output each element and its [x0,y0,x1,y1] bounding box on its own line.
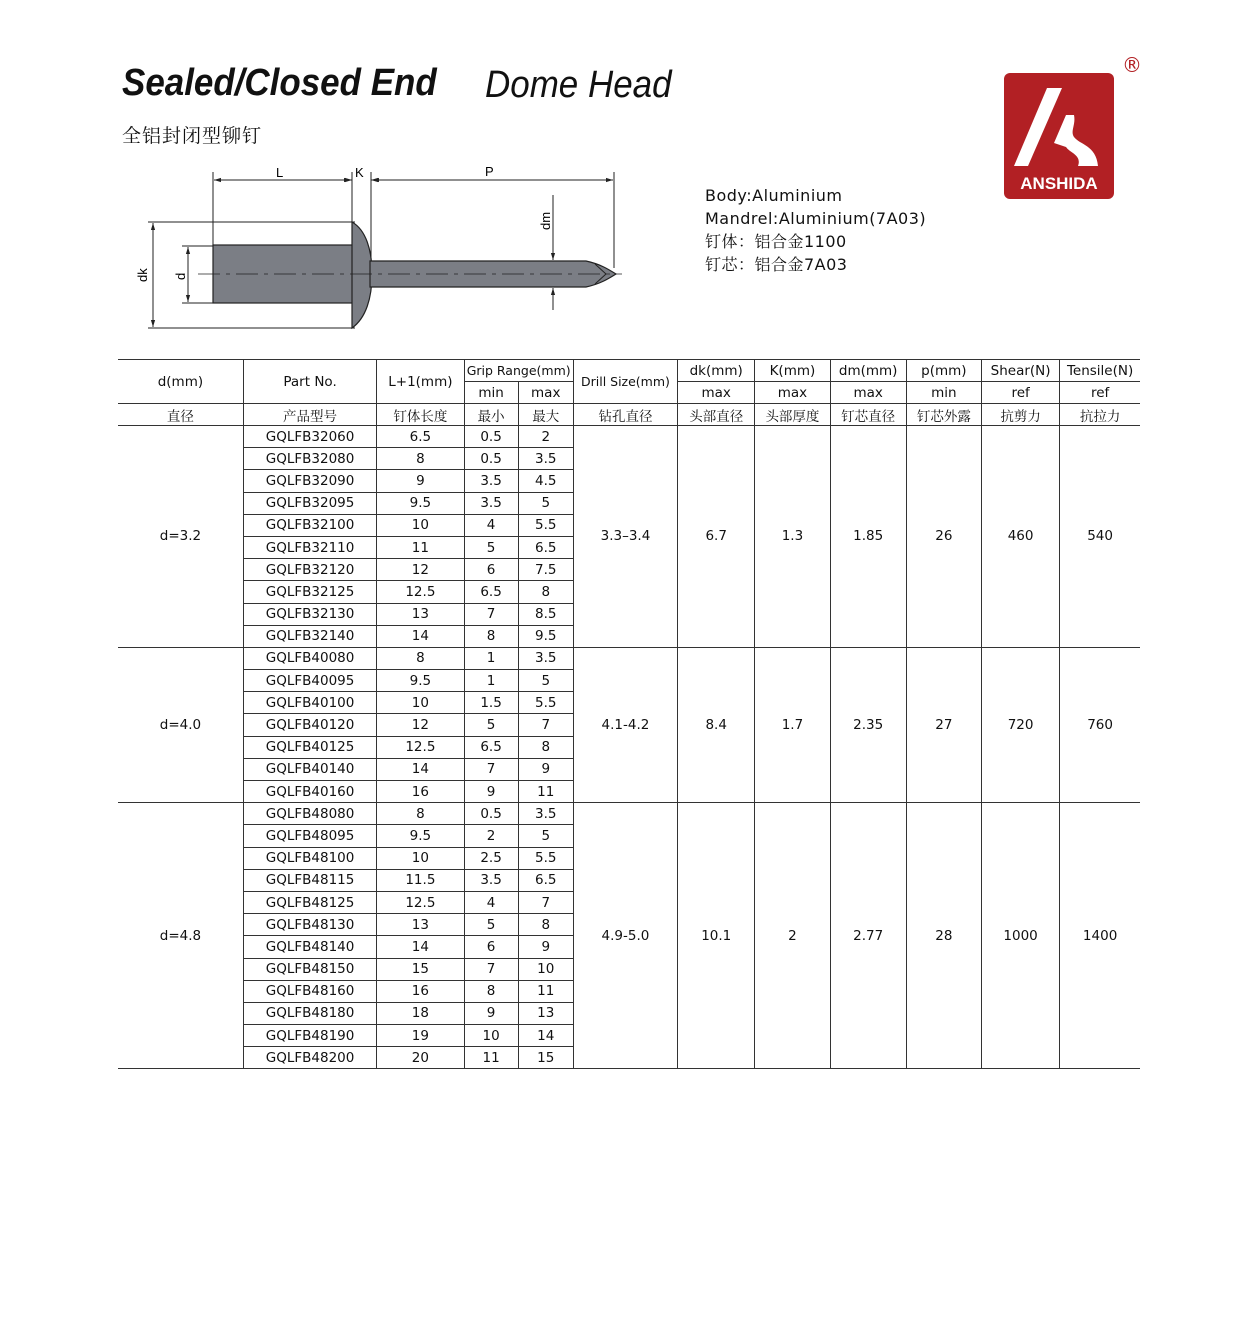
cell-grip-max: 5 [518,492,573,514]
header-cn-p: 钉芯外露 [906,404,981,426]
cell-length: 13 [377,603,464,625]
header-grip-max: max [518,382,573,404]
cell-length: 16 [377,781,464,803]
header-p: p(mm) [906,360,981,382]
header-shear-sub: ref [981,382,1059,404]
cell-grip-max: 5.5 [518,514,573,536]
cell-tensile: 1400 [1060,803,1140,1069]
header-cn-k: 头部厚度 [755,404,830,426]
header-dm: dm(mm) [830,360,906,382]
cell-grip-max: 7 [518,714,573,736]
cell-grip-max: 8 [518,581,573,603]
cell-part-no: GQLFB48080 [243,803,376,825]
cell-grip-min: 7 [464,958,518,980]
cell-grip-min: 0.5 [464,803,518,825]
cell-grip-max: 8 [518,736,573,758]
header-grip-min: min [464,382,518,404]
cell-part-no: GQLFB32130 [243,603,376,625]
header-p-sub: min [906,382,981,404]
cell-grip-min: 6 [464,936,518,958]
anshida-logo [1004,73,1114,199]
cell-grip-min: 11 [464,1047,518,1069]
rivet-diagram [130,160,630,340]
dim-label-p: P [485,164,494,179]
header-cn-part: 产品型号 [243,404,376,426]
cell-k: 1.3 [755,426,830,648]
cell-part-no: GQLFB32125 [243,581,376,603]
cell-length: 8 [377,803,464,825]
cell-length: 11.5 [377,869,464,891]
cell-grip-max: 15 [518,1047,573,1069]
cell-grip-max: 6.5 [518,536,573,558]
cell-drill: 4.1-4.2 [573,647,677,802]
cell-grip-max: 3.5 [518,448,573,470]
cell-part-no: GQLFB40120 [243,714,376,736]
cell-grip-min: 0.5 [464,426,518,448]
cell-grip-min: 4 [464,514,518,536]
cell-grip-max: 5.5 [518,847,573,869]
svg-text:ANSHIDA: ANSHIDA [1020,174,1098,193]
cell-length: 15 [377,958,464,980]
cell-part-no: GQLFB40095 [243,670,376,692]
cell-grip-min: 6 [464,559,518,581]
cell-part-no: GQLFB48100 [243,847,376,869]
cell-grip-max: 4.5 [518,470,573,492]
cell-dk: 10.1 [678,803,755,1069]
cell-grip-min: 7 [464,603,518,625]
header-cn-drill: 钻孔直径 [573,404,677,426]
header-drill: Drill Size(mm) [573,360,677,404]
cell-k: 1.7 [755,647,830,802]
cell-part-no: GQLFB48140 [243,936,376,958]
cell-length: 10 [377,847,464,869]
dim-label-dk: dk [135,268,150,282]
spec-table [118,359,1140,1069]
header-cn-tensile: 抗拉力 [1060,404,1140,426]
cell-length: 9 [377,470,464,492]
cell-grip-max: 8 [518,914,573,936]
cell-length: 10 [377,514,464,536]
header-d: d(mm) [118,360,243,404]
cell-part-no: GQLFB32120 [243,559,376,581]
cell-grip-max: 5 [518,825,573,847]
cell-shear: 720 [981,647,1059,802]
cell-grip-max: 2 [518,426,573,448]
cell-part-no: GQLFB40080 [243,647,376,669]
cell-grip-max: 5 [518,670,573,692]
header-cn-l: 钉体长度 [377,404,464,426]
cell-part-no: GQLFB32100 [243,514,376,536]
cell-length: 14 [377,758,464,780]
cell-length: 14 [377,625,464,647]
cell-grip-max: 7 [518,891,573,913]
cell-length: 12 [377,714,464,736]
cell-length: 8 [377,448,464,470]
cell-grip-max: 6.5 [518,869,573,891]
cell-grip-max: 14 [518,1025,573,1047]
cell-length: 19 [377,1025,464,1047]
cell-grip-min: 1 [464,670,518,692]
cell-grip-min: 0.5 [464,448,518,470]
cell-shear: 460 [981,426,1059,648]
material-body-en: Body:Aluminium [705,186,843,205]
table-row [118,803,1140,825]
header-cn-dk: 头部直径 [678,404,755,426]
cell-length: 9.5 [377,825,464,847]
cell-grip-max: 5.5 [518,692,573,714]
cell-grip-min: 5 [464,536,518,558]
cell-part-no: GQLFB32090 [243,470,376,492]
cell-part-no: GQLFB32140 [243,625,376,647]
cell-length: 13 [377,914,464,936]
cell-part-no: GQLFB48160 [243,980,376,1002]
cell-dm: 2.77 [830,803,906,1069]
header-cn-max: 最大 [518,404,573,426]
cell-grip-max: 9.5 [518,625,573,647]
material-mandrel-cn: 钉芯：铝合金7A03 [705,255,848,274]
cell-part-no: GQLFB32060 [243,426,376,448]
cell-length: 6.5 [377,426,464,448]
cell-part-no: GQLFB40100 [243,692,376,714]
page-title: Sealed/Closed End [122,62,437,104]
cell-shear: 1000 [981,803,1059,1069]
cell-part-no: GQLFB48125 [243,891,376,913]
cell-grip-min: 7 [464,758,518,780]
cell-part-no: GQLFB32080 [243,448,376,470]
cell-part-no: GQLFB48115 [243,869,376,891]
cell-grip-min: 10 [464,1025,518,1047]
cell-k: 2 [755,803,830,1069]
header-part: Part No. [243,360,376,404]
dim-label-d: d [173,272,188,280]
cell-grip-min: 8 [464,625,518,647]
cell-drill: 4.9-5.0 [573,803,677,1069]
cell-p: 27 [906,647,981,802]
cell-part-no: GQLFB40160 [243,781,376,803]
cell-part-no: GQLFB48190 [243,1025,376,1047]
cell-length: 12 [377,559,464,581]
cell-dk: 8.4 [678,647,755,802]
cell-length: 12.5 [377,581,464,603]
header-l: L+1(mm) [377,360,464,404]
header-tensile-sub: ref [1060,382,1140,404]
cell-grip-max: 11 [518,781,573,803]
cell-p: 28 [906,803,981,1069]
cell-part-no: GQLFB48095 [243,825,376,847]
cell-length: 11 [377,536,464,558]
material-mandrel-en: Mandrel:Aluminium(7A03) [705,209,927,228]
cell-grip-max: 11 [518,980,573,1002]
cell-grip-min: 6.5 [464,736,518,758]
cell-grip-max: 7.5 [518,559,573,581]
header-dk: dk(mm) [678,360,755,382]
table-row [118,647,1140,669]
header-cn-shear: 抗剪力 [981,404,1059,426]
cell-grip-min: 9 [464,781,518,803]
header-shear: Shear(N) [981,360,1059,382]
cell-grip-min: 6.5 [464,581,518,603]
cell-grip-max: 3.5 [518,803,573,825]
cell-length: 14 [377,936,464,958]
cell-grip-max: 3.5 [518,647,573,669]
dim-label-dm: dm [538,211,553,230]
cell-grip-min: 1.5 [464,692,518,714]
cell-grip-max: 9 [518,936,573,958]
header-tensile: Tensile(N) [1060,360,1140,382]
material-body-cn: 钉体：铝合金1100 [705,232,847,251]
cell-dk: 6.7 [678,426,755,648]
header-k-sub: max [755,382,830,404]
table-row [118,426,1140,448]
cell-grip-min: 2.5 [464,847,518,869]
cell-grip-max: 13 [518,1002,573,1024]
cell-part-no: GQLFB48200 [243,1047,376,1069]
cell-part-no: GQLFB32110 [243,536,376,558]
cell-diameter: d=4.0 [118,647,243,802]
cell-dm: 1.85 [830,426,906,648]
cell-grip-max: 10 [518,958,573,980]
header-cn-dm: 钉芯直径 [830,404,906,426]
cell-part-no: GQLFB48180 [243,1002,376,1024]
cell-grip-min: 3.5 [464,869,518,891]
cell-dm: 2.35 [830,647,906,802]
cell-drill: 3.3–3.4 [573,426,677,648]
cell-length: 20 [377,1047,464,1069]
cell-grip-min: 5 [464,714,518,736]
cell-length: 18 [377,1002,464,1024]
cell-grip-min: 3.5 [464,470,518,492]
cell-grip-min: 1 [464,647,518,669]
cell-length: 9.5 [377,492,464,514]
registered-mark: ® [1122,53,1142,77]
cell-length: 12.5 [377,891,464,913]
cell-diameter: d=3.2 [118,426,243,648]
cell-p: 26 [906,426,981,648]
header-cn-d: 直径 [118,404,243,426]
cell-grip-min: 8 [464,980,518,1002]
cell-grip-min: 2 [464,825,518,847]
cell-diameter: d=4.8 [118,803,243,1069]
cell-part-no: GQLFB40125 [243,736,376,758]
cell-part-no: GQLFB48150 [243,958,376,980]
header-k: K(mm) [755,360,830,382]
cell-grip-min: 5 [464,914,518,936]
dim-label-l: L [276,165,284,180]
header-grip: Grip Range(mm) [464,360,573,382]
cell-length: 8 [377,647,464,669]
cell-part-no: GQLFB40140 [243,758,376,780]
material-spec [705,184,926,276]
page-title-cn: 全铝封闭型铆钉 [122,125,263,147]
cell-tensile: 540 [1060,426,1140,648]
cell-length: 16 [377,980,464,1002]
cell-part-no: GQLFB32095 [243,492,376,514]
cell-grip-max: 8.5 [518,603,573,625]
cell-part-no: GQLFB48130 [243,914,376,936]
header-cn-min: 最小 [464,404,518,426]
cell-length: 12.5 [377,736,464,758]
header-dm-sub: max [830,382,906,404]
dim-label-k: K [355,165,364,180]
page-subtitle: Dome Head [485,64,672,106]
cell-grip-min: 4 [464,891,518,913]
cell-length: 10 [377,692,464,714]
cell-grip-min: 3.5 [464,492,518,514]
cell-tensile: 760 [1060,647,1140,802]
header-dk-sub: max [678,382,755,404]
cell-grip-min: 9 [464,1002,518,1024]
cell-grip-max: 9 [518,758,573,780]
cell-length: 9.5 [377,670,464,692]
